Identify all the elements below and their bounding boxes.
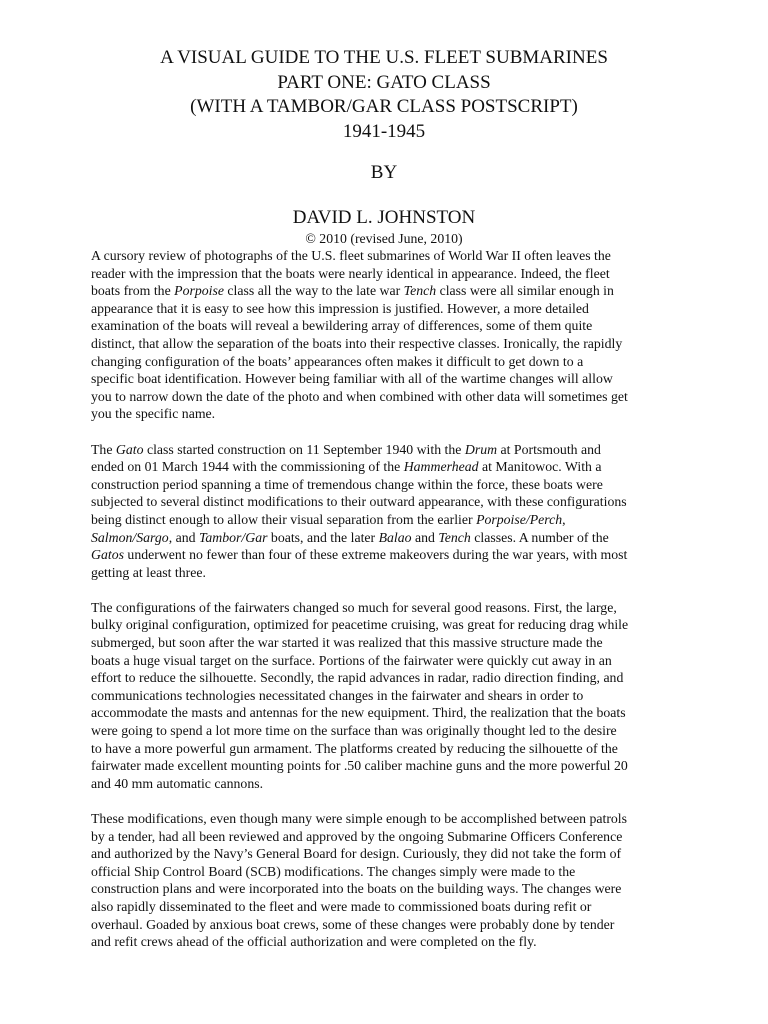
paragraph-line — [91, 916, 691, 934]
text-run: were going to spend a lot more time on the surface than was originally thought led to the desire — [91, 723, 617, 739]
paragraph-line — [91, 388, 691, 406]
text-run: also rapidly disseminated to the fleet and were made to commissioned boats during refit or — [91, 898, 592, 914]
text-run: distinct, that allow the separation of the boats into their respective classes. Ironically, the rapidly — [91, 335, 623, 351]
text-run: class were all similar enough in — [436, 283, 614, 299]
paragraph — [91, 599, 691, 793]
text-run: and refit crews ahead of the official authorization and were completed on the fly. — [91, 934, 537, 950]
paragraph-line — [91, 335, 691, 353]
paragraph-line — [91, 529, 691, 547]
paragraph-line — [91, 810, 691, 828]
paragraph-line — [91, 370, 691, 388]
author-name: DAVID L. JOHNSTON — [292, 207, 476, 228]
text-run: bulky original configuration, optimized for peacetime cruising, was great for reducing drag while — [91, 617, 629, 633]
text-run: and 40 mm automatic cannons. — [91, 775, 264, 791]
text-run: by a tender, had all been reviewed and approved by the ongoing Submarine Officers Conference — [91, 828, 623, 844]
paragraph — [91, 810, 691, 951]
paragraph-line — [91, 863, 691, 881]
text-run: to have a more powerful gun armament. The platforms created by reducing the silhouette of the — [91, 740, 618, 756]
italic-text: Gato — [115, 441, 144, 457]
text-run: construction period spanning a time of tremendous change within the force, these boats were — [91, 476, 603, 492]
paragraph-line — [91, 775, 691, 793]
text-run: overhaul. Goaded by anxious boat crews, some of these changes were probably done by tender — [91, 916, 615, 932]
paragraph-line — [91, 898, 691, 916]
paragraph-line — [91, 845, 691, 863]
italic-text: Salmon/Sargo — [91, 529, 169, 545]
text-run: changing configuration of the boats’ appearances often makes it difficult to get down to a — [91, 353, 584, 369]
paragraph-line — [91, 652, 691, 670]
text-run: , — [562, 511, 566, 527]
text-run: classes. A number of the — [470, 529, 609, 545]
italic-text: Porpoise/Perch — [476, 511, 563, 527]
text-run: official Ship Control Board (SCB) modifications. The changes simply were made to the — [91, 863, 576, 879]
text-run: class started construction on 11 September 1940 with the — [143, 441, 465, 457]
body-text — [91, 247, 691, 968]
text-run: getting at least three. — [91, 564, 206, 580]
paragraph-line — [91, 616, 691, 634]
text-run: at Manitowoc. With a — [478, 459, 602, 475]
paragraph-line — [91, 880, 691, 898]
text-run: The — [91, 441, 116, 457]
text-run: construction plans and were incorporated into the boats on the building ways. The changes were — [91, 881, 622, 897]
text-run: you to narrow down the date of the photo and when combined with other data will sometimes get — [91, 388, 628, 404]
italic-text: Tench — [403, 283, 437, 299]
paragraph-line — [91, 669, 691, 687]
text-run: The configurations of the fairwaters changed so much for several good reasons. First, the large, — [91, 599, 617, 615]
paragraph-line — [91, 282, 691, 300]
text-run: boats, and the later — [267, 529, 379, 545]
text-run: These modifications, even though many were simple enough to be accomplished between patrols — [91, 811, 628, 826]
text-run: communications technologies necessitated changes in the fairwater and shears in order to — [91, 687, 584, 703]
italic-text: Drum — [464, 441, 498, 457]
paragraph-line — [91, 933, 691, 951]
paragraph — [91, 441, 691, 582]
copyright-notice: © 2010 (revised June, 2010) — [305, 231, 463, 246]
text-run: at Portsmouth and — [497, 441, 601, 457]
italic-text: Balao — [378, 529, 412, 545]
text-run: accommodate the masts and antennas for the new equipment. Third, the realization that the boats — [91, 705, 626, 721]
text-run: A cursory review of photographs of the U.S. fleet submarines of World War II often leaves the — [91, 248, 611, 263]
paragraph-line — [91, 687, 691, 705]
paragraph-line — [91, 511, 691, 529]
text-run: subjected to several distinct modifications to their outward appearance, with these configurations — [91, 494, 627, 510]
text-run: appearance that it is easy to see how this impression is justified. However, a more detailed — [91, 300, 589, 316]
paragraph-line — [91, 300, 691, 318]
title-line-4: 1941-1945 — [342, 120, 426, 142]
byline-label: BY — [370, 162, 398, 183]
italic-text: Tambor/Gar — [198, 529, 268, 545]
paragraph-line — [91, 405, 691, 423]
paragraph-line — [91, 247, 691, 265]
paragraph-line — [91, 564, 691, 582]
text-run: specific boat identification. However being familiar with all of the wartime changes will allow — [91, 371, 613, 387]
paragraph-line — [91, 353, 691, 371]
text-run: being distinct enough to allow their visual separation from the earlier — [91, 511, 477, 527]
paragraph-line — [91, 476, 691, 494]
text-run: underwent no fewer than four of these extreme makeovers during the war years, with most — [123, 547, 628, 563]
paragraph-line — [91, 757, 691, 775]
paragraph-line — [91, 740, 691, 758]
paragraph-line — [91, 493, 691, 511]
text-run: boats from the — [91, 283, 175, 299]
paragraph-line — [91, 599, 691, 617]
italic-text: Hammerhead — [403, 459, 479, 475]
text-run: fairwater made excellent mounting points for .50 caliber machine guns and the more powerful 20 — [91, 758, 628, 774]
text-run: reader with the impression that the boats were nearly identical in appearance. Indeed, the fleet — [91, 265, 610, 281]
text-run: and — [411, 529, 439, 545]
text-run: submerged, but soon after the war started it was realized that this massive structure made the — [91, 635, 603, 651]
title-line-3: (WITH A TAMBOR/GAR CLASS POSTSCRIPT) — [190, 96, 578, 117]
paragraph-line — [91, 546, 691, 564]
text-run: ended on 01 March 1944 with the commissioning of the — [91, 459, 404, 475]
title-line-1: A VISUAL GUIDE TO THE U.S. FLEET SUBMARINES — [160, 47, 608, 68]
paragraph-line — [91, 458, 691, 476]
italic-text: Tench — [438, 529, 471, 545]
paragraph-line — [91, 265, 691, 283]
text-run: and authorized by the Navy’s General Board for design. Curiously, they did not take the form of — [91, 846, 622, 862]
title-line-2: PART ONE: GATO CLASS — [277, 71, 491, 93]
text-run: , and — [168, 529, 199, 545]
text-run: boats a huge visual target on the surface. Portions of the fairwater were quickly cut away in an — [91, 652, 612, 668]
paragraph-line — [91, 828, 691, 846]
document-title — [0, 46, 768, 144]
paragraph-line — [91, 722, 691, 740]
text-run: you the specific name. — [91, 406, 216, 422]
paragraph-line — [91, 634, 691, 652]
paragraph-line — [91, 704, 691, 722]
text-run: examination of the boats will reveal a bewildering array of differences, some of them quite — [91, 318, 593, 334]
text-run: effort to reduce the silhouette. Secondly, the rapid advances in radar, radio direction finding, and — [91, 670, 624, 686]
italic-text: Porpoise — [174, 283, 224, 299]
paragraph-line — [91, 317, 691, 335]
paragraph-line — [91, 441, 691, 459]
italic-text: Gatos — [91, 547, 124, 563]
text-run: class all the way to the late war — [223, 283, 404, 299]
paragraph — [91, 247, 691, 423]
